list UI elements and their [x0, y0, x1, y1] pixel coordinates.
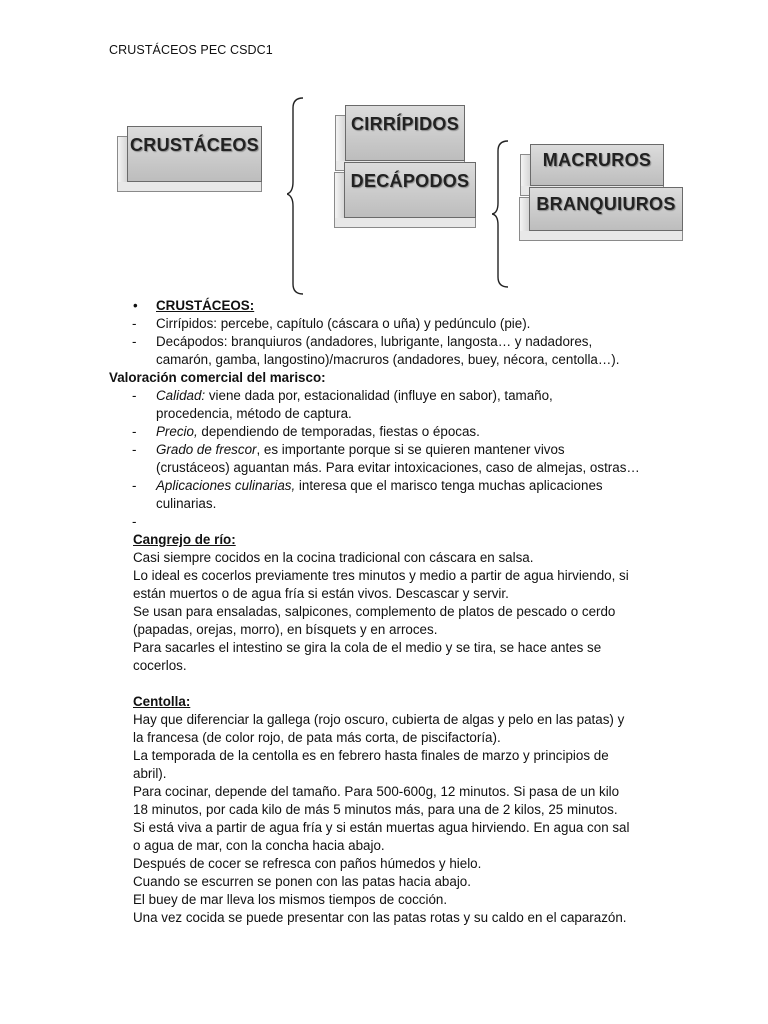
brace-right — [492, 139, 512, 289]
section-heading-crustaceos: • CRUSTÁCEOS: — [133, 298, 255, 313]
list-item: - Decápodos: branquiuros (andadores, lubrigante, langosta… y nadadores, — [132, 334, 593, 349]
document-body: • CRUSTÁCEOS: - Cirrípidos: percebe, capítulo (cáscara o uña) y pedúnculo (pie). - Decápodos: branquiuros (andadores, lubrigante, langosta… y nadadores, camarón, gamba, langostino)/macruros (andadores, buey, nécora, centolla…). Valoración comercial del marisco: - Calidad: viene dada por, estacionalidad (influye en sabor), tamaño, procedencia, método de captura. - Precio, dependiendo de temporadas, fiestas o épocas. - Grado de frescor, es importante porque si se quieren mantener vivos (crustáceos) aguantan más. Para evitar intoxicaciones, caso de almejas, ostras… - Aplicaciones culinarias, interesa que el marisco tenga muchas aplicaciones culinarias. - Cangrejo de río: Casi siempre cocidos en la cocina tradicional con cáscara en salsa. Lo ideal es cocerlos previamente tres minutos y medio a partir de agua hirviendo, si están muertos o de agua fría si están vivos. Descascar y servir. Se usan para ensaladas, salpicones, complemento de platos de pescado o cerdo (papadas, orejas, morro), en bísquets y en arroces. Para sacarles el intestino se gira la cola de el medio y se tira, se hace antes se cocerlos. Centolla: Hay que diferenciar la gallega (rojo oscuro, cubierta de algas y pelo en las patas) y la francesa (de color rojo, de pata más corta, de piscifactoría). La temporada de la centolla es en febrero hasta finales de marzo y principios de abril). Para cocinar, depende del tamaño. Para 500-600g, 12 minutos. Si pasa de un kilo 18 minutos, por cada kilo de más 5 minutos más, para una de 2 kilos, 25 minutos. Si está viva a partir de agua fría y si están muertas agua hirviendo. En agua con sal o agua de mar, con la concha hacia abajo. Después de cocer se refresca con paños húmedos y hielo. Cuando se escurren se ponen con las patas hacia abajo. El buey de mar lleva los mismos tiempos de cocción. Una vez cocida se puede presentar con las patas rotas y su caldo en el caparazón. — [109, 297, 669, 927]
paragraph-line: o agua de mar, con la concha hacia abajo. — [133, 838, 385, 853]
empty-list-item: - — [132, 514, 137, 529]
paragraph-line: Casi siempre cocidos en la cocina tradicional con cáscara en salsa. — [133, 550, 534, 565]
box-label: BRANQUIUROS — [536, 194, 676, 214]
brace-left — [287, 96, 307, 296]
box-macruros — [530, 144, 664, 186]
list-item: - Aplicaciones culinarias, interesa que el marisco tenga muchas aplicaciones — [132, 478, 603, 493]
paragraph-line: Cuando se escurren se ponen con las patas hacia abajo. — [133, 874, 471, 889]
list-item: - Grado de frescor, es importante porque si se quieren mantener vivos — [132, 442, 565, 457]
paragraph-line: están muertos o de agua fría si están vivos. Descascar y servir. — [133, 586, 509, 601]
section-heading-cangrejo: Cangrejo de río: — [133, 532, 236, 547]
paragraph-line: Después de cocer se refresca con paños húmedos y hielo. — [133, 856, 482, 871]
paragraph-line: Se usan para ensaladas, salpicones, complemento de platos de pescado o cerdo — [133, 604, 616, 619]
bullet-icon: • — [133, 298, 138, 313]
paragraph-line: El buey de mar lleva los mismos tiempos de cocción. — [133, 892, 448, 907]
paragraph-line: Hay que diferenciar la gallega (rojo oscuro, cubierta de algas y pelo en las patas) y — [133, 712, 625, 727]
box-label: MACRUROS — [542, 150, 652, 170]
paragraph-line: Lo ideal es cocerlos previamente tres minutos y medio a partir de agua hirviendo, si — [133, 568, 629, 583]
paragraph-line: Para sacarles el intestino se gira la cola de el medio y se tira, se hace antes se — [133, 640, 602, 655]
box-label: DECÁPODOS — [350, 171, 470, 191]
paragraph-line: (papadas, orejas, morro), en bísquets y en arroces. — [133, 622, 438, 637]
paragraph-line: Si está viva a partir de agua fría y si están muertas agua hirviendo. En agua con sal — [133, 820, 630, 835]
paragraph-line: la francesa (de color rojo, de pata más corta, de piscifactoría). — [133, 730, 501, 745]
box-label: CRUSTÁCEOS — [129, 135, 259, 155]
paragraph-line: 18 minutos, por cada kilo de más 5 minutos más, para una de 2 kilos, 25 minutos. — [133, 802, 618, 817]
box-decapodos — [344, 162, 476, 218]
section-heading-centolla: Centolla: — [133, 694, 191, 709]
list-item: - Cirrípidos: percebe, capítulo (cáscara o uña) y pedúnculo (pie). — [132, 316, 531, 331]
box-cirripidos — [345, 105, 465, 161]
list-item: - Precio, dependiendo de temporadas, fiestas o épocas. — [132, 424, 480, 439]
list-item: - Calidad: viene dada por, estacionalidad (influye en sabor), tamaño, — [132, 388, 553, 403]
paragraph-line: Para cocinar, depende del tamaño. Para 500-600g, 12 minutos. Si pasa de un kilo — [133, 784, 620, 799]
paragraph-line: Una vez cocida se puede presentar con las patas rotas y su caldo en el caparazón. — [133, 910, 627, 925]
paragraph-line: abril). — [133, 766, 167, 781]
box-label: CIRRÍPIDOS — [350, 114, 459, 134]
section-heading-valoracion: Valoración comercial del marisco: — [109, 370, 326, 385]
paragraph-line: cocerlos. — [133, 658, 187, 673]
box-branquiuros — [529, 187, 683, 231]
box-crustaceos — [127, 126, 262, 182]
document-header: CRUSTÁCEOS PEC CSDC1 — [109, 43, 273, 57]
paragraph-line: La temporada de la centolla es en febrero hasta finales de marzo y principios de — [133, 748, 609, 763]
